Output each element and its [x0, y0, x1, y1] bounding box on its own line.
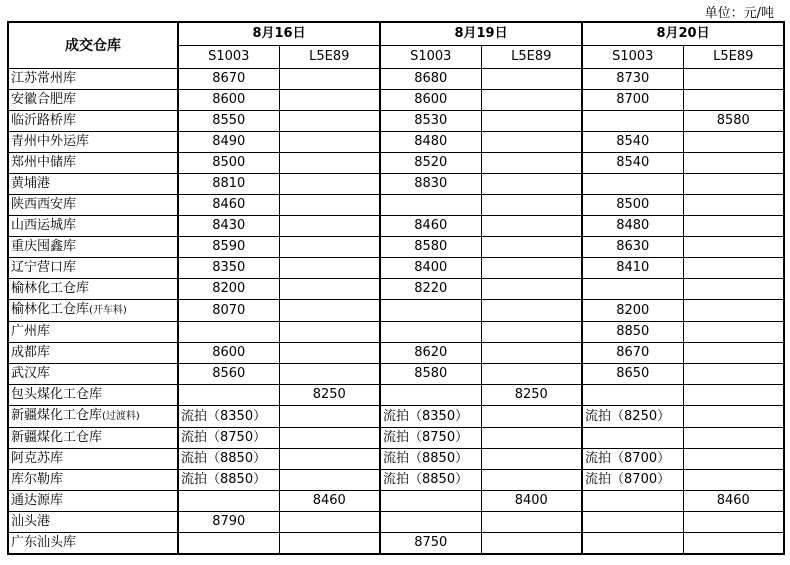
price-cell-l5e89	[279, 90, 380, 111]
price-cell-s1003: 8580	[380, 237, 481, 258]
price-cell-l5e89	[279, 322, 380, 343]
date-header-1: 8月16日	[178, 22, 380, 46]
price-cell-s1003: 8790	[178, 512, 279, 533]
warehouse-name-text: 武汉库	[11, 366, 51, 381]
table-body	[8, 69, 784, 555]
price-cell-l5e89	[683, 174, 784, 195]
warehouse-name	[8, 153, 178, 174]
table-row	[8, 69, 784, 90]
price-cell-l5e89	[279, 343, 380, 364]
price-cell-l5e89	[279, 69, 380, 90]
warehouse-name	[8, 111, 178, 132]
price-cell-s1003	[582, 111, 683, 132]
price-cell-s1003	[380, 322, 481, 343]
code-header: S1003	[380, 46, 481, 69]
price-cell-s1003: 流拍（8850）	[380, 449, 481, 470]
price-cell-l5e89	[683, 195, 784, 216]
price-cell-s1003: 8700	[582, 90, 683, 111]
warehouse-name	[8, 385, 178, 406]
price-cell-l5e89	[481, 90, 582, 111]
table-row	[8, 111, 784, 132]
price-cell-l5e89	[481, 322, 582, 343]
price-cell-s1003: 8480	[380, 132, 481, 153]
warehouse-name-text: 黄埔港	[11, 176, 51, 191]
price-cell-l5e89	[683, 385, 784, 406]
price-cell-s1003: 流拍（8850）	[380, 470, 481, 491]
price-cell-s1003: 流拍（8700）	[582, 449, 683, 470]
price-cell-s1003: 8540	[582, 153, 683, 174]
price-cell-s1003: 8810	[178, 174, 279, 195]
price-cell-l5e89	[683, 258, 784, 279]
price-cell-l5e89	[683, 132, 784, 153]
price-cell-s1003: 8220	[380, 279, 481, 300]
price-cell-s1003: 流拍（8250）	[582, 406, 683, 428]
price-cell-l5e89	[481, 69, 582, 90]
table-row	[8, 512, 784, 533]
price-cell-s1003: 8850	[582, 322, 683, 343]
price-cell-l5e89	[279, 512, 380, 533]
code-header: S1003	[582, 46, 683, 69]
price-cell-s1003: 流拍（8750）	[380, 428, 481, 449]
price-cell-l5e89	[279, 300, 380, 322]
price-cell-s1003: 8520	[380, 153, 481, 174]
price-cell-l5e89	[279, 428, 380, 449]
price-cell-s1003: 流拍（8850）	[178, 470, 279, 491]
price-cell-s1003: 8200	[178, 279, 279, 300]
table-row	[8, 258, 784, 279]
price-cell-s1003: 8730	[582, 69, 683, 90]
price-cell-l5e89	[683, 512, 784, 533]
warehouse-name	[8, 300, 178, 322]
warehouse-name-text: 重庆囤鑫库	[11, 239, 77, 254]
price-cell-s1003	[380, 195, 481, 216]
price-cell-l5e89	[683, 216, 784, 237]
price-cell-l5e89	[481, 533, 582, 555]
price-cell-l5e89	[279, 406, 380, 428]
price-cell-l5e89	[683, 428, 784, 449]
price-cell-s1003: 8070	[178, 300, 279, 322]
price-cell-s1003: 8580	[380, 364, 481, 385]
price-cell-s1003: 8830	[380, 174, 481, 195]
price-cell-l5e89	[683, 533, 784, 555]
price-cell-l5e89: 8580	[683, 111, 784, 132]
warehouse-name-text: 包头煤化工仓库	[11, 387, 103, 402]
warehouse-name-text: 江苏常州库	[11, 71, 77, 86]
code-header: S1003	[178, 46, 279, 69]
price-cell-s1003	[582, 174, 683, 195]
price-cell-s1003	[178, 322, 279, 343]
price-cell-s1003	[582, 533, 683, 555]
price-cell-l5e89	[683, 279, 784, 300]
warehouse-name-text: 广州库	[11, 324, 51, 339]
warehouse-name-text: 库尔勒库	[11, 472, 64, 487]
warehouse-name	[8, 406, 178, 428]
price-cell-s1003: 流拍（8350）	[178, 406, 279, 428]
table-row	[8, 174, 784, 195]
warehouse-name-text: 榆林化工仓库	[11, 302, 90, 317]
warehouse-name	[8, 132, 178, 153]
price-cell-l5e89	[481, 343, 582, 364]
price-cell-s1003	[380, 512, 481, 533]
warehouse-name	[8, 449, 178, 470]
price-cell-l5e89	[683, 449, 784, 470]
price-cell-s1003	[582, 279, 683, 300]
price-cell-s1003	[178, 491, 279, 512]
code-header: L5E89	[683, 46, 784, 69]
table-row	[8, 470, 784, 491]
warehouse-name	[8, 343, 178, 364]
price-cell-l5e89: 8460	[683, 491, 784, 512]
price-cell-l5e89	[481, 449, 582, 470]
price-cell-s1003: 8600	[178, 343, 279, 364]
price-cell-l5e89	[683, 153, 784, 174]
price-cell-s1003: 8400	[380, 258, 481, 279]
table-row	[8, 491, 784, 512]
table-row	[8, 364, 784, 385]
price-cell-s1003: 8200	[582, 300, 683, 322]
warehouse-name-text: 广东汕头库	[11, 535, 77, 550]
price-cell-l5e89	[279, 195, 380, 216]
price-cell-l5e89: 8400	[481, 491, 582, 512]
warehouse-name	[8, 512, 178, 533]
price-cell-l5e89: 8250	[481, 385, 582, 406]
price-cell-s1003: 8600	[380, 90, 481, 111]
price-cell-l5e89	[481, 428, 582, 449]
price-cell-l5e89	[481, 512, 582, 533]
warehouse-name	[8, 428, 178, 449]
warehouse-name-text: 安徽合肥库	[11, 92, 77, 107]
price-cell-l5e89	[481, 195, 582, 216]
price-cell-s1003: 8410	[582, 258, 683, 279]
price-cell-l5e89	[683, 237, 784, 258]
price-cell-s1003: 8650	[582, 364, 683, 385]
price-cell-l5e89	[481, 300, 582, 322]
price-cell-s1003: 8460	[380, 216, 481, 237]
price-cell-s1003: 8550	[178, 111, 279, 132]
warehouse-name	[8, 491, 178, 512]
warehouse-name	[8, 237, 178, 258]
table-row	[8, 195, 784, 216]
warehouse-name-text: 榆林化工仓库	[11, 281, 90, 296]
warehouse-name	[8, 364, 178, 385]
warehouse-name	[8, 533, 178, 555]
warehouse-name-text: 陕西西安库	[11, 197, 77, 212]
price-cell-l5e89	[279, 364, 380, 385]
price-table	[7, 21, 785, 555]
price-cell-l5e89	[481, 258, 582, 279]
warehouse-name	[8, 90, 178, 111]
price-cell-s1003: 8480	[582, 216, 683, 237]
price-cell-l5e89	[683, 69, 784, 90]
price-cell-s1003: 8500	[582, 195, 683, 216]
table-row	[8, 279, 784, 300]
warehouse-name	[8, 216, 178, 237]
price-cell-s1003	[380, 491, 481, 512]
price-cell-s1003: 8430	[178, 216, 279, 237]
table-row	[8, 90, 784, 111]
warehouse-name-text: 通达源库	[11, 493, 64, 508]
price-cell-l5e89	[683, 364, 784, 385]
price-cell-l5e89	[279, 216, 380, 237]
price-cell-s1003	[178, 385, 279, 406]
table-row	[8, 428, 784, 449]
table-row	[8, 343, 784, 364]
price-cell-l5e89	[279, 111, 380, 132]
price-cell-s1003	[582, 512, 683, 533]
table-row	[8, 322, 784, 343]
price-cell-l5e89	[481, 153, 582, 174]
table-row	[8, 216, 784, 237]
unit-label: 单位：元/吨	[704, 6, 774, 21]
price-cell-l5e89	[481, 279, 582, 300]
price-cell-l5e89	[279, 533, 380, 555]
price-cell-l5e89	[683, 322, 784, 343]
warehouse-name-text: 郑州中储库	[11, 155, 77, 170]
price-cell-s1003: 8540	[582, 132, 683, 153]
table-row	[8, 533, 784, 555]
price-cell-l5e89	[481, 111, 582, 132]
price-cell-s1003: 8350	[178, 258, 279, 279]
warehouse-name	[8, 69, 178, 90]
price-cell-s1003: 8630	[582, 237, 683, 258]
price-cell-l5e89	[481, 364, 582, 385]
price-cell-s1003: 8500	[178, 153, 279, 174]
warehouse-name-text: 临沂路桥库	[11, 113, 77, 128]
warehouse-note: (开车料)	[89, 305, 127, 316]
table-row	[8, 153, 784, 174]
price-cell-s1003	[178, 533, 279, 555]
warehouse-name-text: 新疆煤化工仓库	[11, 430, 103, 445]
warehouse-note: (过渡料)	[102, 411, 140, 422]
price-cell-s1003: 流拍（8350）	[380, 406, 481, 428]
price-cell-l5e89	[683, 406, 784, 428]
price-cell-s1003: 8590	[178, 237, 279, 258]
price-cell-l5e89	[279, 153, 380, 174]
price-cell-s1003: 8670	[178, 69, 279, 90]
price-cell-l5e89	[481, 174, 582, 195]
price-cell-s1003: 8460	[178, 195, 279, 216]
code-header: L5E89	[279, 46, 380, 69]
date-header-2: 8月19日	[380, 22, 582, 46]
price-cell-s1003: 流拍（8750）	[178, 428, 279, 449]
price-cell-s1003: 8560	[178, 364, 279, 385]
price-cell-s1003	[582, 428, 683, 449]
warehouse-name-text: 阿克苏库	[11, 451, 64, 466]
price-cell-l5e89	[481, 237, 582, 258]
price-cell-l5e89	[279, 470, 380, 491]
price-cell-s1003	[582, 385, 683, 406]
price-cell-s1003: 流拍（8850）	[178, 449, 279, 470]
price-cell-l5e89	[481, 216, 582, 237]
price-cell-s1003: 8750	[380, 533, 481, 555]
warehouse-name-text: 汕头港	[11, 514, 51, 529]
price-cell-s1003	[380, 300, 481, 322]
warehouse-name	[8, 258, 178, 279]
table-row	[8, 300, 784, 322]
warehouse-header: 成交仓库	[8, 22, 178, 69]
price-cell-s1003	[582, 491, 683, 512]
warehouse-name-text: 山西运城库	[11, 218, 77, 233]
price-cell-s1003: 8530	[380, 111, 481, 132]
warehouse-name-text: 新疆煤化工仓库	[11, 408, 103, 423]
price-cell-l5e89	[683, 470, 784, 491]
warehouse-name-text: 辽宁营口库	[11, 260, 77, 275]
price-cell-s1003: 8600	[178, 90, 279, 111]
price-cell-l5e89	[481, 470, 582, 491]
price-cell-s1003: 流拍（8700）	[582, 470, 683, 491]
price-cell-l5e89	[279, 237, 380, 258]
price-cell-l5e89	[279, 174, 380, 195]
warehouse-name	[8, 174, 178, 195]
warehouse-name-text: 青州中外运库	[11, 134, 90, 149]
warehouse-name-text: 成都库	[11, 345, 51, 360]
table-row	[8, 449, 784, 470]
price-cell-l5e89	[279, 132, 380, 153]
price-cell-s1003: 8670	[582, 343, 683, 364]
price-cell-l5e89: 8460	[279, 491, 380, 512]
warehouse-name	[8, 279, 178, 300]
price-cell-l5e89	[683, 90, 784, 111]
price-cell-l5e89	[279, 279, 380, 300]
price-cell-s1003: 8490	[178, 132, 279, 153]
code-header: L5E89	[481, 46, 582, 69]
price-cell-l5e89	[279, 258, 380, 279]
price-cell-l5e89	[279, 449, 380, 470]
price-cell-l5e89	[481, 132, 582, 153]
table-row	[8, 385, 784, 406]
price-cell-s1003	[380, 385, 481, 406]
price-cell-l5e89	[683, 300, 784, 322]
table-row	[8, 237, 784, 258]
table-row	[8, 406, 784, 428]
warehouse-name	[8, 470, 178, 491]
price-cell-l5e89	[683, 343, 784, 364]
price-cell-s1003: 8620	[380, 343, 481, 364]
warehouse-name	[8, 322, 178, 343]
date-header-3: 8月20日	[582, 22, 784, 46]
price-cell-s1003: 8680	[380, 69, 481, 90]
warehouse-name	[8, 195, 178, 216]
price-cell-l5e89: 8250	[279, 385, 380, 406]
price-cell-l5e89	[481, 406, 582, 428]
table-row	[8, 132, 784, 153]
